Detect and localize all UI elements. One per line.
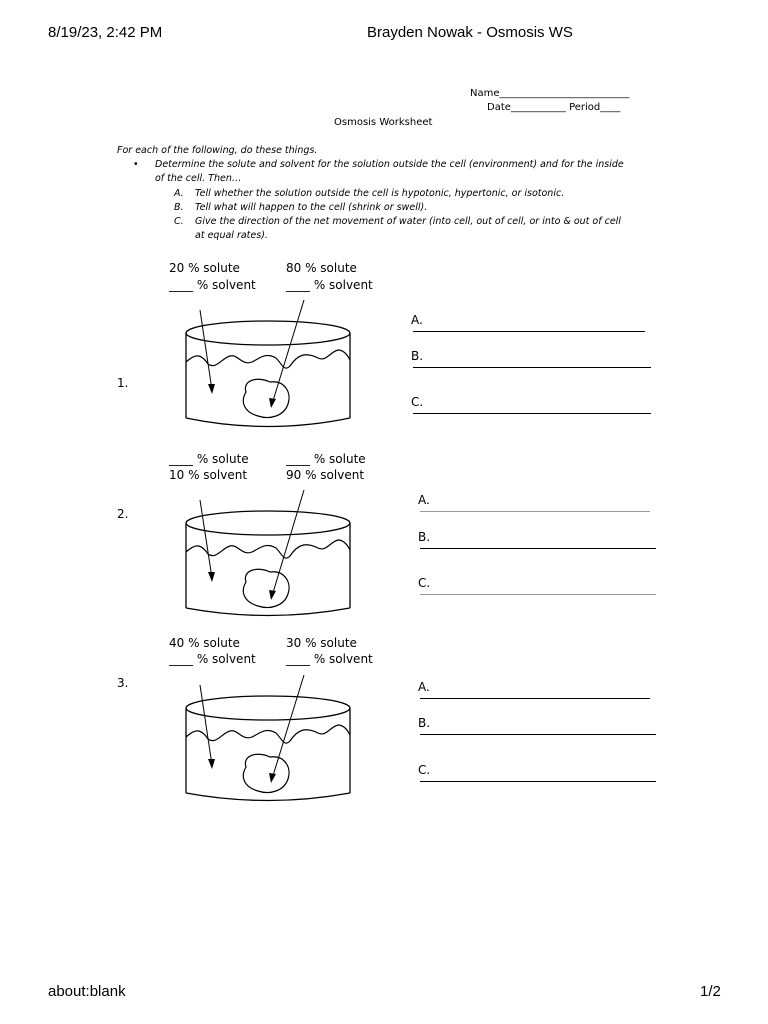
- p2-answer-c-line[interactable]: [420, 594, 656, 595]
- p1-inside-solute: 80 % solute: [286, 261, 357, 275]
- bullet-dot: •: [133, 159, 139, 170]
- instruction-bullet-line2: of the cell. Then…: [155, 173, 242, 184]
- p3-inside-solute: 30 % solute: [286, 636, 357, 650]
- p1-answer-b-label: B.: [411, 349, 424, 363]
- p3-answer-b-line[interactable]: [420, 734, 656, 735]
- p3-answer-a-label: A.: [418, 680, 430, 694]
- p2-beaker-diagram: [180, 490, 360, 625]
- p1-outside-solvent: ____ % solvent: [169, 278, 256, 292]
- p2-answer-a-label: A.: [418, 493, 430, 507]
- p3-outside-solvent: ____ % solvent: [169, 652, 256, 666]
- date-period-field: Date___________ Period____: [487, 102, 621, 113]
- p1-answer-c-label: C.: [411, 395, 424, 409]
- p3-inside-solvent: ____ % solvent: [286, 652, 373, 666]
- step-b-text: Tell what will happen to the cell (shrink or swell).: [195, 202, 428, 213]
- p2-inside-solute: ____ % solute: [286, 452, 366, 466]
- instructions-intro: For each of the following, do these things.: [117, 145, 318, 156]
- print-footer-url: about:blank: [48, 983, 126, 1000]
- print-datetime: 8/19/23, 2:42 PM: [48, 24, 163, 41]
- p1-answer-a-label: A.: [411, 313, 423, 327]
- p2-outside-solvent: 10 % solvent: [169, 468, 248, 482]
- p2-number: 2.: [117, 507, 129, 521]
- p1-outside-solute: 20 % solute: [169, 261, 240, 275]
- p3-number: 3.: [117, 676, 129, 690]
- p3-answer-a-line[interactable]: [420, 698, 650, 699]
- print-footer-page: 1/2: [700, 983, 721, 1000]
- p3-answer-b-label: B.: [418, 716, 431, 730]
- p2-inside-solvent: 90 % solvent: [286, 468, 365, 482]
- p2-answer-b-line[interactable]: [420, 548, 656, 549]
- step-c-letter: C.: [174, 216, 184, 227]
- step-c-text: Give the direction of the net movement of water (into cell, out of cell, or into & out of cell: [195, 216, 621, 227]
- name-field: Name__________________________: [470, 88, 630, 99]
- p1-number: 1.: [117, 376, 129, 390]
- p1-answer-b-line[interactable]: [413, 367, 651, 368]
- p1-answer-a-line[interactable]: [413, 331, 645, 332]
- p1-answer-c-line[interactable]: [413, 413, 651, 414]
- step-a-letter: A.: [174, 188, 184, 199]
- p3-answer-c-line[interactable]: [420, 781, 656, 782]
- p3-outside-solute: 40 % solute: [169, 636, 240, 650]
- step-c-text-cont: at equal rates).: [195, 230, 268, 241]
- p3-answer-c-label: C.: [418, 763, 431, 777]
- step-a-text: Tell whether the solution outside the cell is hypotonic, hypertonic, or isotonic.: [195, 188, 565, 199]
- worksheet-title: Osmosis Worksheet: [334, 117, 433, 128]
- p2-answer-c-label: C.: [418, 576, 431, 590]
- p3-beaker-diagram: [180, 675, 360, 810]
- p1-beaker-diagram: [180, 300, 360, 440]
- p2-answer-a-line[interactable]: [420, 511, 650, 512]
- step-b-letter: B.: [174, 202, 184, 213]
- p2-outside-solute: ____ % solute: [169, 452, 249, 466]
- print-title: Brayden Nowak - Osmosis WS: [367, 24, 573, 41]
- instruction-bullet-line1: Determine the solute and solvent for the solution outside the cell (environment) and for the inside: [155, 159, 624, 170]
- p1-inside-solvent: ____ % solvent: [286, 278, 373, 292]
- p2-answer-b-label: B.: [418, 530, 431, 544]
